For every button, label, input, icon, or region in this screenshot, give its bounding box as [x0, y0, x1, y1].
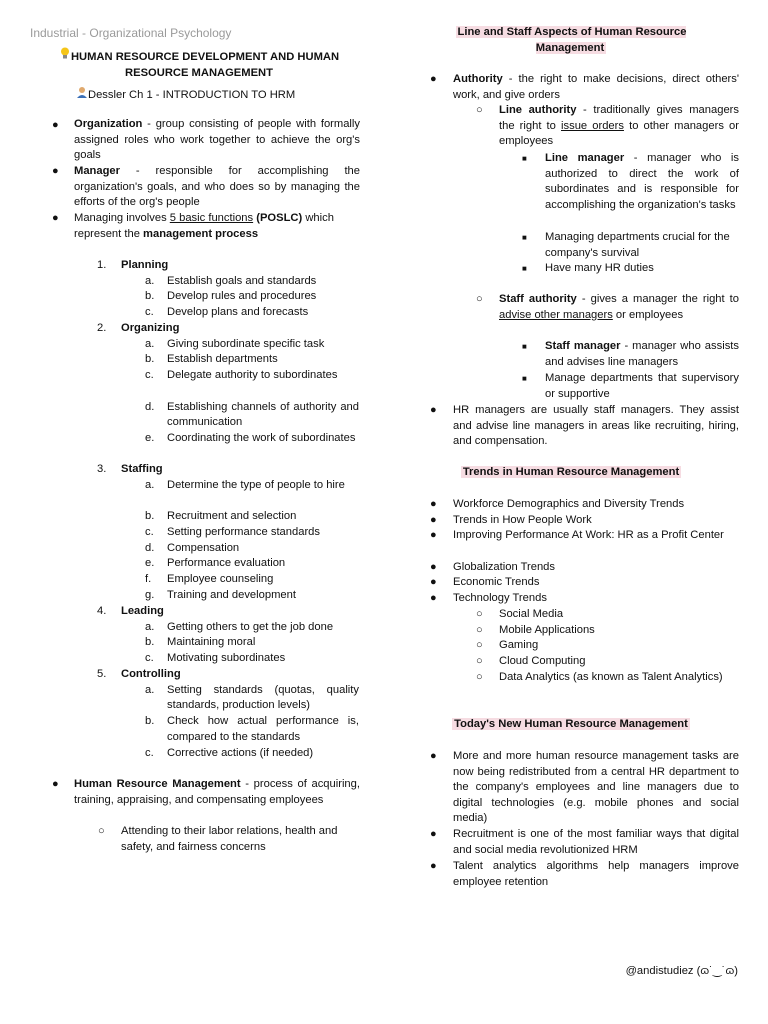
trend-item: Improving Performance At Work: HR as a Profit Center	[453, 529, 724, 541]
function-item: Establishing channels of authority and communication	[167, 400, 359, 429]
function-name: Leading	[121, 605, 164, 617]
function-name: Organizing	[121, 322, 180, 334]
function-item-letter: c.	[145, 369, 154, 382]
definition-line-authority: Line authority - traditionally gives managers the right to issue orders to other managers or employees	[499, 104, 739, 148]
function-item-letter: e.	[145, 431, 155, 444]
bullet-icon: ●	[430, 498, 437, 510]
function-number: 3.	[97, 463, 107, 475]
function-item: Check how actual performance is, compared to the standards	[167, 715, 359, 743]
circle-bullet-icon: ○	[476, 104, 483, 116]
document-title: HUMAN RESOURCE DEVELOPMENT AND HUMAN RESOURCE MANAGEMENT	[44, 47, 354, 81]
function-item: Corrective actions (if needed)	[167, 746, 314, 759]
new-hrm-item: More and more human resource management tasks are now being redistributed from a central HR department to the company's employees and line managers due to digital technologies (e.g. mobile phones and social media)	[453, 750, 739, 825]
definition-authority: Authority - the right to make decisions, direct others' work, and give orders	[453, 73, 739, 101]
function-item: Setting standards (quotas, quality standards, production levels)	[167, 683, 359, 712]
definition-line-manager: Line manager - manager who is authorized to direct the work of subordinates and is responsible for accomplishing the organization's tasks	[545, 152, 739, 211]
function-item-letter: b.	[145, 510, 155, 523]
circle-bullet-icon: ○	[476, 608, 483, 620]
function-item: Delegate authority to subordinates	[167, 369, 338, 382]
definition-staff-authority: Staff authority - gives a manager the right to advise other managers or employees	[499, 293, 740, 321]
function-item-letter: c.	[145, 652, 154, 665]
function-item-letter: d.	[145, 400, 155, 413]
definition-hrm: Human Resource Management - process of acquiring, training, appraising, and compensating employees	[74, 778, 360, 806]
technology-trend-item: Gaming	[499, 639, 539, 651]
function-name: Controlling	[121, 668, 181, 680]
circle-bullet-icon: ○	[476, 655, 483, 667]
bullet-icon: ●	[52, 119, 59, 131]
circle-bullet-icon: ○	[476, 639, 483, 651]
function-item: Recruitment and selection	[167, 510, 297, 523]
function-item-letter: a.	[145, 683, 155, 696]
bullet-icon: ●	[430, 73, 437, 85]
trend-item: Technology Trends	[453, 592, 547, 604]
staff-item-manage-departments: Manage departments that supervisory or supportive	[545, 372, 739, 400]
function-item-letter: b.	[145, 290, 155, 303]
document-subtitle: Dessler Ch 1 - INTRODUCTION TO HRM	[76, 86, 295, 104]
function-item: Maintaining moral	[167, 636, 256, 649]
technology-trend-item: Mobile Applications	[499, 624, 595, 636]
function-item-letter: a.	[145, 274, 155, 287]
line-item-managing-departments: Managing departments crucial for the company's survival	[545, 231, 730, 259]
function-item: Getting others to get the job done	[167, 620, 334, 633]
function-item-letter: c.	[145, 525, 154, 538]
circle-bullet-icon: ○	[476, 671, 483, 683]
function-item-letter: g.	[145, 588, 155, 601]
function-item-letter: a.	[145, 478, 155, 491]
function-item-letter: e.	[145, 557, 155, 570]
function-item: Motivating subordinates	[167, 652, 286, 665]
bullet-icon: ●	[430, 860, 437, 872]
bullet-icon: ●	[430, 514, 437, 526]
function-number: 1.	[97, 259, 107, 271]
person-icon	[76, 86, 88, 104]
hr-managers-note: HR managers are usually staff managers. They assist and advise line managers in areas like recruiting, hiring, and compensation.	[453, 404, 739, 448]
bullet-icon: ●	[430, 592, 437, 604]
function-item-letter: b.	[145, 636, 155, 649]
function-number: 5.	[97, 668, 107, 680]
bullet-icon: ●	[52, 165, 59, 177]
function-item: Develop rules and procedures	[167, 290, 317, 303]
function-item: Setting performance standards	[167, 525, 320, 538]
footer-credit: @andistudiez (ɷ˙‿˙ɷ)	[625, 965, 738, 977]
function-item: Employee counseling	[167, 572, 274, 585]
function-item: Establish departments	[167, 353, 278, 366]
square-bullet-icon: ■	[522, 233, 527, 242]
bullet-icon: ●	[430, 576, 437, 588]
trend-item: Workforce Demographics and Diversity Trends	[453, 498, 685, 510]
square-bullet-icon: ■	[522, 374, 527, 383]
lightbulb-icon	[59, 47, 71, 66]
technology-trend-item: Cloud Computing	[499, 655, 586, 667]
circle-bullet-icon: ○	[98, 825, 105, 837]
trend-item: Economic Trends	[453, 576, 540, 588]
line-item-hr-duties: Have many HR duties	[545, 262, 654, 274]
definition-staff-manager: Staff manager - manager who assists and advises line managers	[545, 340, 739, 368]
page-header: Industrial - Organizational Psychology	[30, 26, 232, 40]
bullet-icon: ●	[430, 561, 437, 573]
function-item: Determine the type of people to hire	[167, 478, 345, 491]
trend-item: Globalization Trends	[453, 561, 555, 573]
technology-trend-item: Data Analytics (as known as Talent Analytics)	[499, 671, 723, 683]
function-item-letter: c.	[145, 746, 154, 759]
circle-bullet-icon: ○	[476, 624, 483, 636]
bullet-icon: ●	[430, 529, 437, 541]
function-item-letter: d.	[145, 541, 155, 554]
function-item-letter: c.	[145, 306, 154, 319]
function-item: Compensation	[167, 541, 240, 554]
trend-item: Trends in How People Work	[453, 514, 592, 526]
definition-managing: Managing involves 5 basic functions (POSLC) which represent the management process	[74, 212, 334, 240]
function-item-letter: a.	[145, 620, 155, 633]
new-hrm-item: Recruitment is one of the most familiar ways that digital and social media revolutionized HRM	[453, 828, 739, 856]
hrm-sub-item: Attending to their labor relations, health and safety, and fairness concerns	[121, 825, 338, 853]
function-item: Establish goals and standards	[167, 274, 317, 287]
function-item: Training and development	[167, 588, 296, 601]
function-item: Giving subordinate specific task	[167, 337, 325, 350]
function-name: Staffing	[121, 463, 163, 475]
bullet-icon: ●	[430, 828, 437, 840]
function-item: Develop plans and forecasts	[167, 306, 309, 319]
square-bullet-icon: ■	[522, 264, 527, 273]
section-heading-new-hrm: Today's New Human Resource Management	[454, 718, 688, 730]
square-bullet-icon: ■	[522, 154, 527, 163]
bullet-icon: ●	[430, 404, 437, 416]
function-number: 4.	[97, 605, 107, 617]
function-item-letter: b.	[145, 353, 155, 366]
function-name: Planning	[121, 259, 169, 271]
function-item: Coordinating the work of subordinates	[167, 431, 356, 444]
bullet-icon: ●	[52, 212, 59, 224]
section-heading-trends: Trends in Human Resource Management	[462, 466, 680, 478]
technology-trend-item: Social Media	[499, 608, 564, 620]
function-number: 2.	[97, 322, 107, 334]
bullet-icon: ●	[430, 750, 437, 762]
section-heading-line-staff: Line and Staff Aspects of Human Resource Management	[457, 26, 687, 54]
circle-bullet-icon: ○	[476, 293, 483, 305]
function-item-letter: f.	[145, 572, 152, 585]
new-hrm-item: Talent analytics algorithms help managers improve employee retention	[453, 860, 739, 888]
definition-organization: Organization - group consisting of people with formally assigned roles who work together to achieve the org's goals	[74, 118, 360, 162]
function-item-letter: b.	[145, 715, 155, 728]
bullet-icon: ●	[52, 778, 59, 790]
definition-manager: Manager - responsible for accomplishing the organization's goals, and who does so by managing the efforts of the org's people	[74, 165, 360, 209]
function-item: Performance evaluation	[167, 557, 286, 570]
function-item-letter: a.	[145, 337, 155, 350]
square-bullet-icon: ■	[522, 342, 527, 351]
